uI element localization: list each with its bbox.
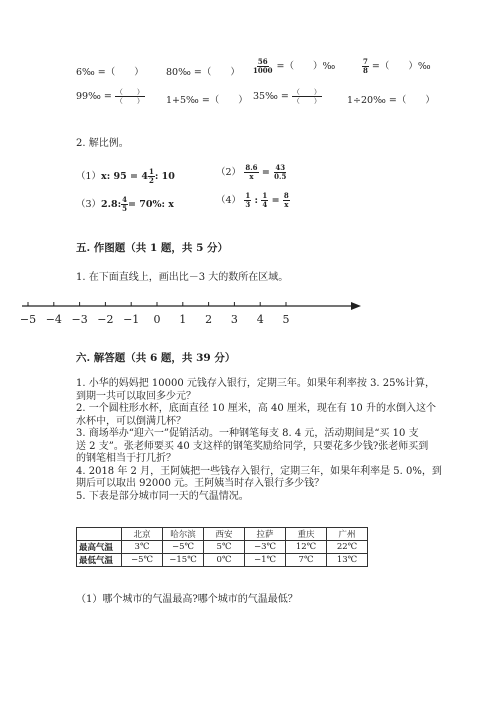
table-cell: 北京 (122, 528, 163, 541)
table-cell: −1℃ (245, 554, 286, 567)
number-line-label: 1 (179, 313, 187, 326)
fraction-denominator: 3 (245, 200, 251, 209)
fraction-denominator: 8 (363, 66, 368, 75)
q1-item-3-fraction (252, 58, 273, 75)
table-cell: 拉萨 (245, 528, 286, 541)
fraction-numerator: 1 (148, 167, 154, 176)
section-6-line: 水杯中，可以倒满几杯？ (76, 415, 186, 427)
table-cell: 22℃ (327, 541, 368, 554)
fraction (244, 192, 251, 209)
problem-label: （2） (216, 167, 242, 178)
row-label-cell: 最高气温 (77, 541, 122, 554)
number-line-label: −3 (71, 313, 88, 326)
number-line-label: 5 (282, 313, 290, 326)
problem-label: （4） (216, 195, 242, 206)
fraction-denominator: 5 (122, 204, 127, 213)
section-6-line: 期后可以取出 92000 元。王阿姨当时存入银行多少钱？ (76, 478, 325, 489)
table-cell: 重庆 (286, 528, 327, 541)
section-6-line: 3. 商场举办“迎六一”促销活动。一种钢笔每支 8. 4 元，活动期间是“买 10 支 (76, 428, 419, 439)
section-6-line: 1. 小华的妈妈把 10000 元钱存入银行，定期三年。如果年利率按 3. 25%计算， (76, 378, 436, 389)
q1-item-4-fraction (362, 58, 369, 75)
q1-item-5 (76, 88, 145, 105)
fraction-numerator: 7 (363, 57, 368, 66)
number-line-label: −5 (19, 313, 37, 326)
table-cell: −15℃ (163, 554, 204, 567)
table-cell: 广州 (327, 528, 368, 541)
q1-item-4-tail: =（ ）‰ (371, 61, 431, 72)
table-cell: 7℃ (286, 554, 327, 567)
expr-part: 2.8: (101, 199, 122, 210)
q2-problem-3 (76, 196, 174, 213)
q1-item-5-fraction (115, 88, 145, 105)
table-cell: 13℃ (327, 554, 368, 567)
table-row (77, 541, 368, 554)
table-row (77, 554, 368, 567)
q2-problem-1 (76, 168, 175, 185)
q1-item-7 (253, 88, 322, 105)
fraction-numerator: 1 (262, 191, 268, 200)
fraction-numerator: 4 (122, 195, 127, 204)
number-line-label: 0 (153, 313, 161, 326)
section-5-question-1: 1. 在下面直线上，画出比－3 大的数所在区域。 (76, 272, 289, 283)
fraction (283, 192, 290, 209)
fraction-denominator: 1000 (253, 66, 273, 75)
number-line-label: −1 (123, 313, 140, 326)
q1-item-5-head: 99‰ = (76, 91, 112, 102)
fraction-denominator: 0.5 (274, 172, 287, 181)
fraction-denominator: x (284, 200, 289, 209)
section-6-line: 4. 2018 年 2 月，王阿姨把一些钱存入银行，定期三年，如果年利率是 5. 0%，到 (76, 465, 442, 477)
fraction (121, 196, 128, 213)
table-cell: 西安 (204, 528, 245, 541)
fraction-denominator: x (249, 172, 254, 181)
table-cell: −5℃ (163, 541, 204, 554)
q2-problem-4 (216, 192, 290, 209)
section-6-line: 2. 一个圆柱形水杯，底面直径 10 厘米，高 40 厘米，现在有 10 升的水倒入这个 (76, 403, 436, 414)
equals-sign: = (271, 195, 280, 206)
q1-item-3-tail: =（ ）‰ (276, 61, 336, 72)
fraction-denominator: （ ） (292, 97, 321, 105)
number-line (18, 292, 363, 332)
table-cell: −3℃ (245, 541, 286, 554)
fraction-denominator: 2 (148, 176, 154, 185)
fraction (261, 192, 268, 209)
number-line-label: 2 (205, 313, 213, 326)
fraction-numerator: 56 (257, 57, 268, 66)
section-6-line: 的钢笔相当于打几折？ (76, 453, 176, 464)
table-cell: 5℃ (204, 541, 245, 554)
number-line-label: 4 (256, 313, 264, 326)
q1-item-7-fraction (292, 88, 322, 105)
expr-part: : 10 (154, 171, 175, 182)
q2-problem-2 (216, 164, 287, 181)
row-label-cell (77, 528, 122, 541)
table-cell: 3℃ (122, 541, 163, 554)
q1-item-8: 1÷20‰ =（ ） (347, 95, 435, 106)
q1-item-7-head: 35‰ = (253, 91, 289, 102)
expr-part: x: 95 = 4 (101, 171, 148, 182)
mixed-fraction (148, 168, 155, 185)
fraction-numerator: （ ） (115, 88, 144, 96)
number-line-label: 3 (230, 313, 238, 326)
table-cell: −5℃ (122, 554, 163, 567)
section-6-line: 到期一共可以取回多少元？ (76, 390, 196, 402)
fraction (244, 164, 258, 181)
table-cell: 12℃ (286, 541, 327, 554)
final-question: （1）哪个城市的气温最高?哪个城市的气温最低？ (76, 594, 298, 605)
expr-part: = 70%: x (127, 199, 174, 210)
q1-item-4 (362, 58, 431, 75)
colon: : (254, 195, 259, 206)
equals-sign: = (261, 167, 270, 178)
q2-title: 2. 解比例。 (76, 138, 129, 149)
section-5-title: 五. 作图题（共 1 题，共 5 分） (76, 242, 229, 254)
fraction-denominator: （ ） (115, 97, 144, 105)
fraction-numerator: 8.6 (245, 163, 258, 172)
fraction-numerator: 8 (283, 191, 289, 200)
fraction-numerator: 43 (275, 163, 286, 172)
q1-item-3 (252, 58, 335, 75)
fraction-numerator: （ ） (292, 88, 321, 96)
fraction-numerator: 1 (245, 191, 251, 200)
fraction (273, 164, 287, 181)
weather-table (76, 527, 368, 567)
problem-label: （3） (76, 199, 102, 210)
section-6-line: 5. 下表是部分城市同一天的气温情况。 (76, 490, 249, 502)
section-6-line: 送 2 支”。张老师要买 40 支这样的钢笔奖励给同学，只要花多少钱?张老师买到 (76, 440, 429, 452)
number-line-arrow-icon (351, 302, 361, 310)
number-line-label: −4 (45, 313, 62, 326)
problem-label: （1） (76, 171, 102, 182)
fraction-denominator: 4 (262, 200, 268, 209)
section-6-title: 六. 解答题（共 6 题，共 39 分） (76, 352, 236, 364)
table-cell: 0℃ (204, 554, 245, 567)
q1-item-1: 6‰ =（ ） (76, 67, 144, 78)
q1-item-2: 80‰ =（ ） (166, 67, 240, 78)
row-label-cell: 最低气温 (77, 554, 122, 567)
q1-item-6: 1+5‰ =（ ） (166, 95, 248, 106)
table-header-row (77, 528, 368, 541)
table-cell: 哈尔滨 (163, 528, 204, 541)
number-line-label: −2 (97, 313, 114, 326)
